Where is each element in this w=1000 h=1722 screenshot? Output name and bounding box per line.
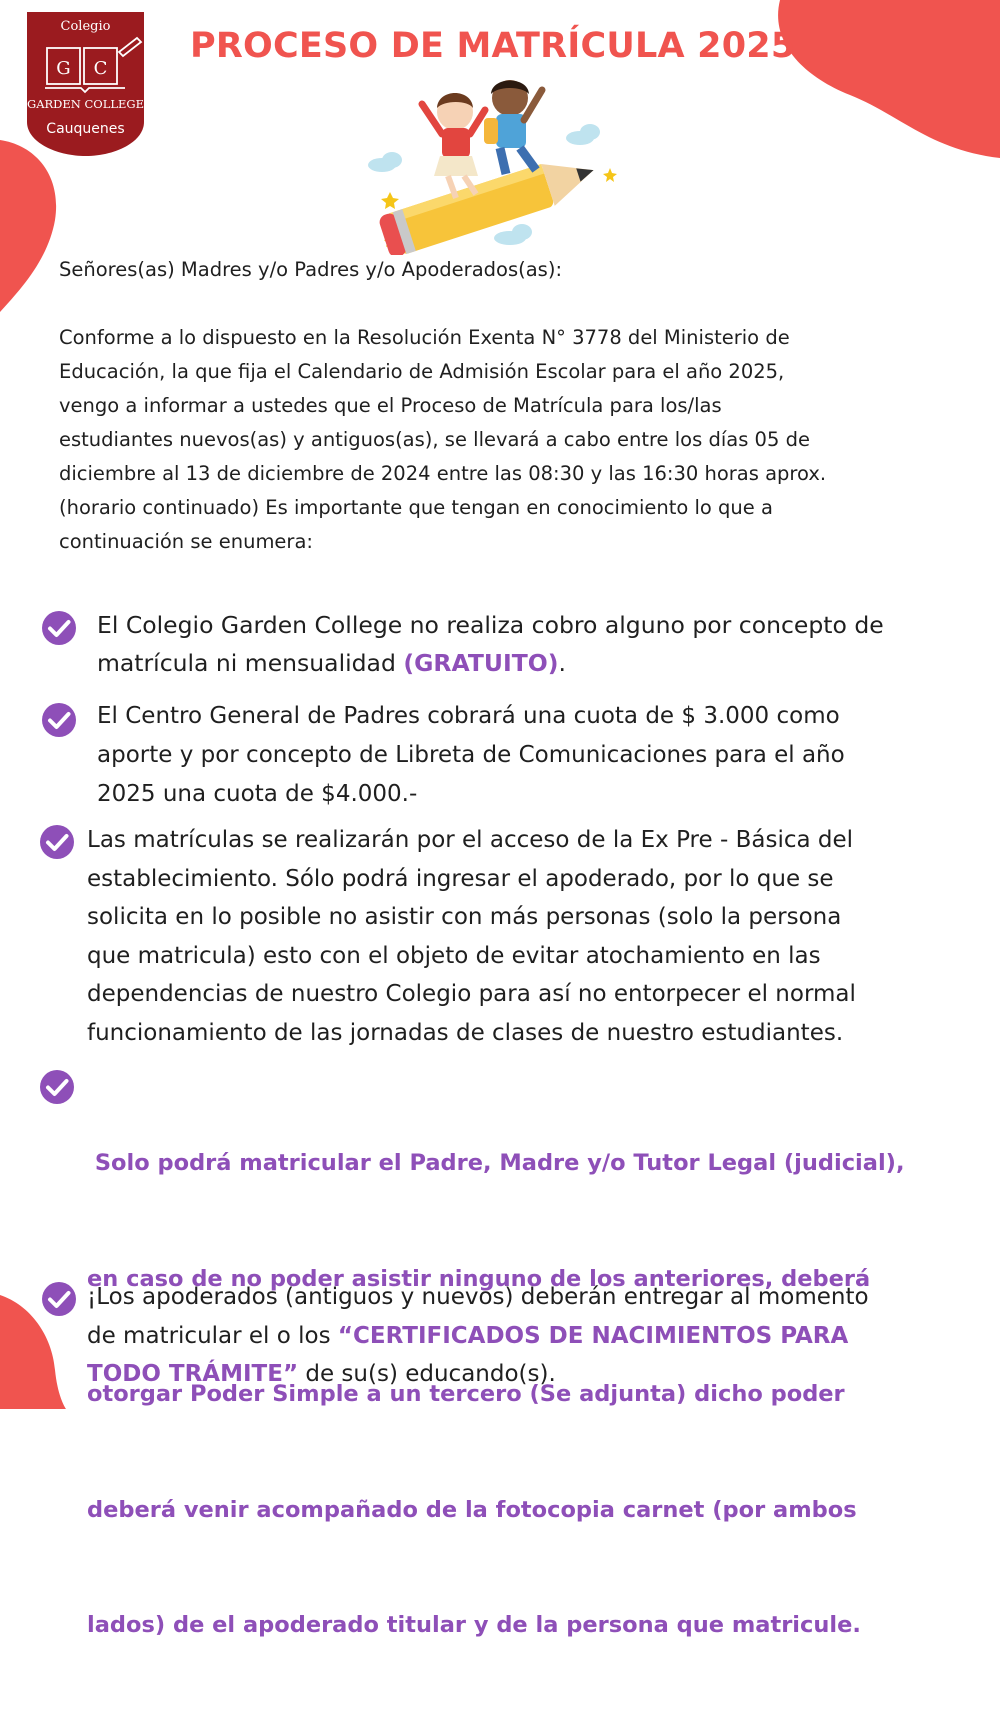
list-item-line: aporte y por concepto de Libreta de Comunicaciones para el año xyxy=(97,742,845,768)
list-item-line: establecimiento. Sólo podrá ingresar el apoderado, por lo que se xyxy=(87,865,834,892)
list-item-line: Solo podrá matricular el Padre, Madre y/o Tutor Legal (judicial), xyxy=(87,1150,905,1176)
list-item-line: lados) de el apoderado titular y de la persona que matricule. xyxy=(87,1612,861,1638)
greeting: Señores(as) Madres y/o Padres y/o Apoderados(as): xyxy=(59,258,563,281)
list-item-line: en caso de no poder asistir ninguno de los anteriores, deberá xyxy=(87,1265,871,1292)
list-item-line: dependencias de nuestro Colegio para así no entorpecer el normal xyxy=(87,981,856,1007)
list-item-line: funcionamiento de las jornadas de clases de nuestro estudiantes. xyxy=(87,1019,844,1046)
list-item-line: El Colegio Garden College no realiza cobro alguno por concepto de xyxy=(97,611,884,639)
pencil-icon xyxy=(378,149,601,255)
list-item-line xyxy=(87,1317,869,1356)
boy-figure xyxy=(484,80,542,174)
intro-line: estudiantes nuevos(as) y antiguos(as), se llevará a cabo entre los días 05 de xyxy=(59,428,810,451)
text-run: de su(s) educando(s). xyxy=(298,1361,556,1387)
check-circle-icon xyxy=(38,823,76,861)
logo-text-garden-college: GARDEN COLLEGE xyxy=(27,97,144,111)
list-item-line xyxy=(97,644,884,682)
list-item-line: Las matrículas se realizarán por el acceso de la Ex Pre - Básica del xyxy=(87,827,854,853)
girl-figure xyxy=(422,93,485,198)
list-item-text xyxy=(97,697,845,814)
text-run: matrícula ni mensualidad xyxy=(97,649,404,677)
list-item-line: ¡Los apoderados (antiguos y nuevos) deberán entregar al momento xyxy=(87,1284,869,1310)
check-circle-icon xyxy=(40,609,78,647)
check-circle-icon xyxy=(40,1280,78,1318)
text-run: de matricular el o los xyxy=(87,1322,338,1349)
logo-text-colegio: Colegio xyxy=(60,19,111,34)
logo-text-cauquenes: Cauquenes xyxy=(46,121,125,137)
logo-monogram-c: C xyxy=(93,58,108,79)
certificados-highlight: TODO TRÁMITE” xyxy=(87,1361,299,1387)
list-item-line: que matricula) esto con el objeto de evitar atochamiento en las xyxy=(87,942,821,969)
logo-monogram-g: G xyxy=(56,58,71,79)
list-item-line: deberá venir acompañado de la fotocopia carnet (por ambos xyxy=(87,1496,857,1523)
list-item-line xyxy=(87,1355,869,1394)
list-item-line: El Centro General de Padres cobrará una cuota de $ 3.000 como xyxy=(97,703,840,729)
intro-line: vengo a informar a ustedes que el Proceso de Matrícula para los/las xyxy=(59,394,722,417)
gratuito-highlight: (GRATUITO) xyxy=(403,649,559,677)
text-run: . xyxy=(558,649,566,677)
intro-line: (horario continuado) Es importante que tengan en conocimiento lo que a xyxy=(59,496,773,519)
list-item-text-highlighted xyxy=(87,1067,905,1722)
school-logo xyxy=(25,10,146,158)
list-item-text xyxy=(87,1278,869,1394)
intro-line: continuación se enumera: xyxy=(59,530,313,553)
list-item-text xyxy=(87,821,856,1052)
kids-on-pencil-illustration xyxy=(360,70,630,255)
list-item-text xyxy=(97,606,884,682)
intro-paragraph xyxy=(59,321,974,559)
intro-line: Conforme a lo dispuesto en la Resolución Exenta N° 3778 del Ministerio de xyxy=(59,326,790,349)
check-circle-icon xyxy=(40,701,78,739)
page-title: PROCESO DE MATRÍCULA 2025 xyxy=(190,26,796,66)
list-item-line: 2025 una cuota de $4.000.- xyxy=(97,781,418,807)
certificados-highlight: “CERTIFICADOS DE NACIMIENTOS PARA xyxy=(337,1322,849,1349)
corner-blob-top-right xyxy=(760,0,1000,160)
list-item-line: solicita en lo posible no asistir con más personas (solo la persona xyxy=(87,904,842,930)
corner-blob-left xyxy=(0,140,70,315)
intro-line: diciembre al 13 de diciembre de 2024 entre las 08:30 y las 16:30 horas aprox. xyxy=(59,462,827,485)
check-circle-icon xyxy=(38,1068,76,1106)
intro-line: Educación, la que fija el Calendario de Admisión Escolar para el año 2025, xyxy=(59,360,785,383)
list-item-line: otorgar Poder Simple a un tercero (Se adjunta) dicho poder xyxy=(87,1381,845,1407)
